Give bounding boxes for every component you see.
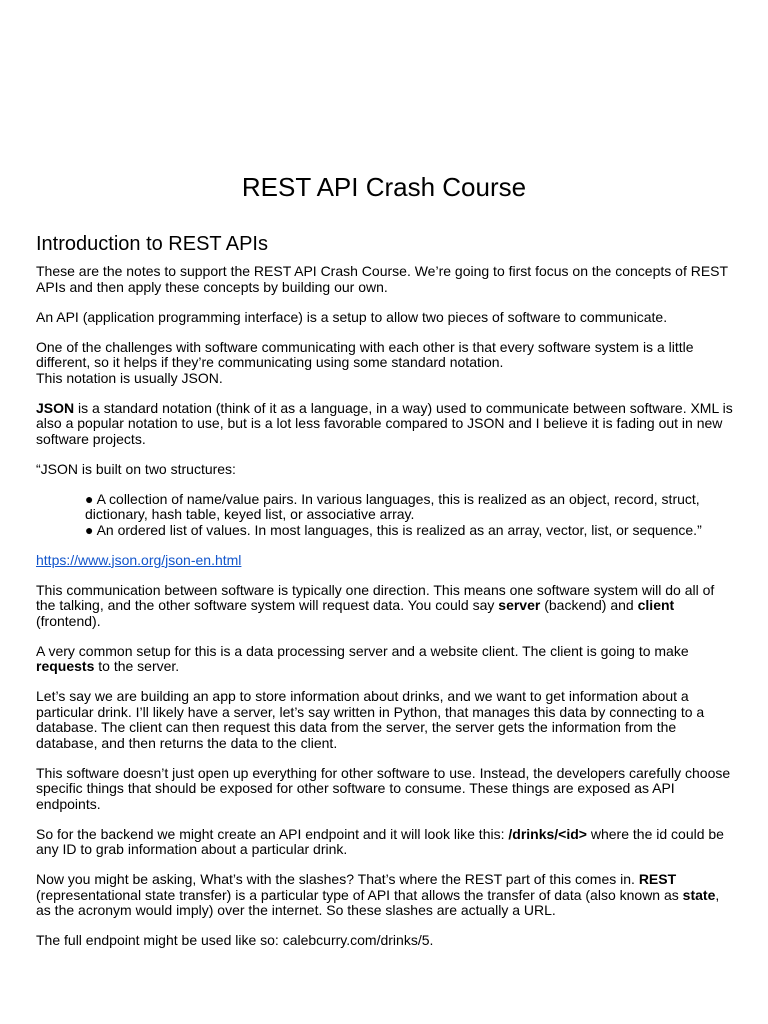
paragraph-rest-text-3: , as the acronym would imply) over the internet. So these slashes are actually a URL.	[36, 886, 720, 918]
section-heading: Introduction to REST APIs	[36, 233, 268, 255]
paragraph-rest	[36, 872, 736, 919]
document-body	[36, 264, 736, 963]
paragraph-full-endpoint: The full endpoint might be used like so: calebcurry.com/drinks/5.	[36, 932, 434, 948]
paragraph-setup-text-2: to the server.	[94, 658, 180, 674]
requests-term: requests	[36, 658, 95, 674]
state-term: state	[682, 886, 716, 903]
paragraph-endpoints: This software doesn’t just open up everything for other software to use. Instead, the developers carefully choose specific things that should be exposed for other software to consume. These things are exposed as API endpoints.	[36, 764, 731, 812]
paragraph-drinks-app: Let’s say we are building an app to store information about drinks, and we want to get information about a particular drink. I’ll likely have a server, let’s say written in Python, that manages this data by connecting to a database. The client can then request this data from the server, the server gets the information from the database, and then returns the data to the client.	[36, 688, 705, 751]
paragraph-communication-text-2: (backend) and	[540, 597, 638, 613]
paragraph-intro: These are the notes to support the REST API Crash Course. We’re going to first focus on the concepts of REST APIs and then apply these concepts by building our own.	[36, 263, 728, 295]
json-structures-list	[85, 492, 736, 539]
paragraph-link	[36, 553, 736, 569]
paragraph-backend-text-2: where the id could be any ID to grab information about a particular drink.	[36, 825, 724, 857]
paragraph-communication	[36, 583, 736, 630]
paragraph-challenges	[36, 340, 736, 387]
server-term: server	[498, 597, 541, 613]
paragraph-rest-text: Now you might be asking, What’s with the slashes? That’s where the REST part of this comes in.	[36, 871, 639, 887]
paragraph-setup	[36, 644, 736, 675]
paragraph-challenges-text: One of the challenges with software communicating with each other is that every software system is a little different, so it helps if they’re communicating using some standard notation.	[36, 338, 694, 370]
client-term: client	[637, 597, 675, 613]
paragraph-json-quote: “JSON is built on two structures:	[36, 460, 236, 477]
paragraph-notation-text: This notation is usually JSON.	[36, 369, 223, 386]
json-term: JSON	[36, 399, 75, 416]
paragraph-rest-text-2: (representational state transfer) is a particular type of API that allows the transfer of data (also known as	[36, 886, 683, 903]
paragraph-backend-endpoint	[36, 827, 736, 858]
document-title: REST API Crash Course	[241, 172, 527, 202]
paragraph-backend-text: So for the backend we might create an API endpoint and it will look like this:	[36, 825, 509, 842]
paragraph-communication-text: This communication between software is typically one direction. This means one software system will do all of the talking, and the other software system will request data. You could say	[36, 581, 715, 613]
list-item: ● An ordered list of values. In most languages, this is realized as an array, vector, list, or sequence.”	[85, 521, 702, 538]
paragraph-json-text: is a standard notation (think of it as a language, in a way) used to communicate between software. XML is also a popular notation to use, but is a lot less favorable compared to JSON and I believe it is fading out in new software projects.	[36, 399, 733, 447]
paragraph-api-definition: An API (application programming interface) is a setup to allow two pieces of software to communicate.	[36, 308, 668, 325]
paragraph-json	[36, 401, 736, 448]
endpoint-term: /drinks/<id>	[508, 825, 587, 842]
paragraph-setup-text: A very common setup for this is a data processing server and a website client. The client is going to make	[36, 642, 689, 659]
rest-term: REST	[638, 871, 677, 887]
paragraph-communication-text-3: (frontend).	[36, 612, 101, 629]
list-item: ● A collection of name/value pairs. In various languages, this is realized as an object, record, struct, dictionary, hash table, keyed list, or associative array.	[85, 490, 700, 522]
json-org-link[interactable]: https://www.json.org/json-en.html	[36, 551, 242, 568]
